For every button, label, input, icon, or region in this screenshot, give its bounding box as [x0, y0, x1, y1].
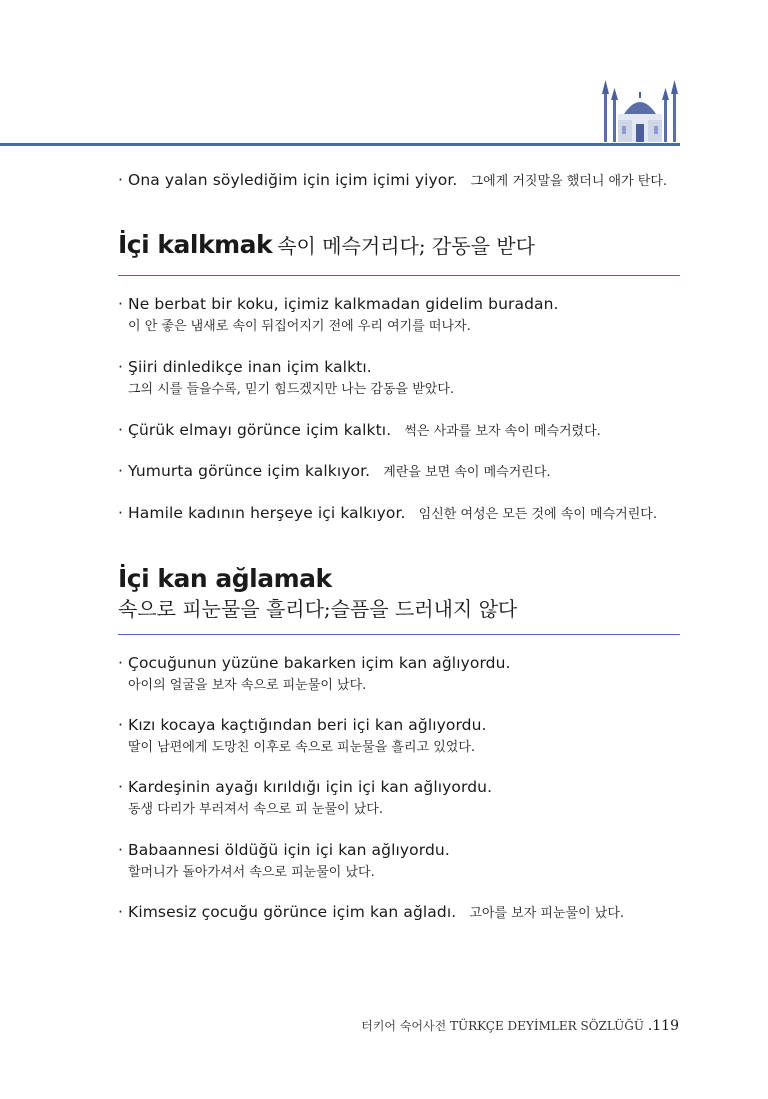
- mosque-icon: [598, 78, 682, 144]
- example-turkish: · Çürük elmayı görünce içim kalktı.: [118, 421, 392, 439]
- example-korean: 아이의 얼굴을 보자 속으로 피눈물이 났다.: [128, 678, 367, 693]
- example-turkish: · Babaannesi öldüğü için içi kan ağlıyordu.: [118, 841, 450, 859]
- example-korean: 동생 다리가 부러져서 속으로 피 눈물이 났다.: [128, 802, 383, 817]
- example-entry: [118, 902, 624, 921]
- idiom-title: İçi kalkmak: [118, 230, 273, 259]
- idiom-heading: [118, 230, 535, 259]
- example-entry: [118, 420, 601, 439]
- example-korean: 썩은 사과를 보자 속이 메슥거렸다.: [404, 424, 601, 439]
- idiom-title: İçi kan ağlamak: [118, 564, 332, 593]
- idiom-meaning: 속이 메슥거리다; 감동을 받다: [277, 234, 535, 258]
- idiom-heading: [118, 564, 517, 622]
- section-rule: [118, 634, 680, 635]
- example-turkish: · Kardeşinin ayağı kırıldığı için içi kan ağlıyordu.: [118, 778, 493, 796]
- header-rule: [0, 143, 680, 146]
- example-turkish: · Ona yalan söylediğim için içim içimi yiyor.: [118, 171, 458, 189]
- example-korean: 딸이 남편에게 도망친 이후로 속으로 피눈물을 흘리고 있었다.: [128, 740, 476, 755]
- example-turkish: · Şiiri dinledikçe inan içim kalktı.: [118, 358, 372, 376]
- example-turkish: · Yumurta görünce içim kalkıyor.: [118, 462, 371, 480]
- example-korean: 계란을 보면 속이 메슥거린다.: [383, 465, 551, 480]
- page-footer: [361, 1017, 679, 1034]
- book-title: 터키어 숙어사전 TÜRKÇE DEYİMLER SÖZLÜĞÜ: [361, 1019, 644, 1033]
- section-rule: [118, 275, 680, 276]
- example-turkish: · Kimsesiz çocuğu görünce içim kan ağladı.: [118, 903, 457, 921]
- example-entry: [118, 294, 559, 334]
- example-entry: [118, 170, 667, 189]
- example-entry: [118, 715, 487, 755]
- example-entry: [118, 777, 492, 817]
- example-entry: [118, 461, 551, 480]
- example-korean: 고아를 보자 피눈물이 났다.: [469, 906, 625, 921]
- example-entry: [118, 503, 657, 522]
- example-korean: 그의 시를 들을수록, 믿기 힘드겠지만 나는 감동을 받았다.: [128, 382, 455, 397]
- example-turkish: · Ne berbat bir koku, içimiz kalkmadan gidelim buradan.: [118, 295, 559, 313]
- example-turkish: · Kızı kocaya kaçtığından beri içi kan ağlıyordu.: [118, 716, 487, 734]
- example-turkish: · Çocuğunun yüzüne bakarken içim kan ağlıyordu.: [118, 654, 511, 672]
- example-entry: [118, 357, 454, 397]
- example-korean: 임신한 여성은 모든 것에 속이 메슥거린다.: [418, 507, 657, 522]
- example-korean: 이 안 좋은 냄새로 속이 뒤집어지기 전에 우리 여기를 떠나자.: [128, 319, 471, 334]
- example-entry: [118, 840, 450, 880]
- example-korean: 그에게 거짓말을 했더니 애가 탄다.: [470, 174, 668, 189]
- page-number: .119: [647, 1018, 679, 1034]
- idiom-meaning: 속으로 피눈물을 흘리다;슬픔을 드러내지 않다: [118, 597, 518, 621]
- example-entry: [118, 653, 511, 693]
- example-korean: 할머니가 돌아가셔서 속으로 피눈물이 났다.: [128, 865, 375, 880]
- example-turkish: · Hamile kadının herşeye içi kalkıyor.: [118, 504, 406, 522]
